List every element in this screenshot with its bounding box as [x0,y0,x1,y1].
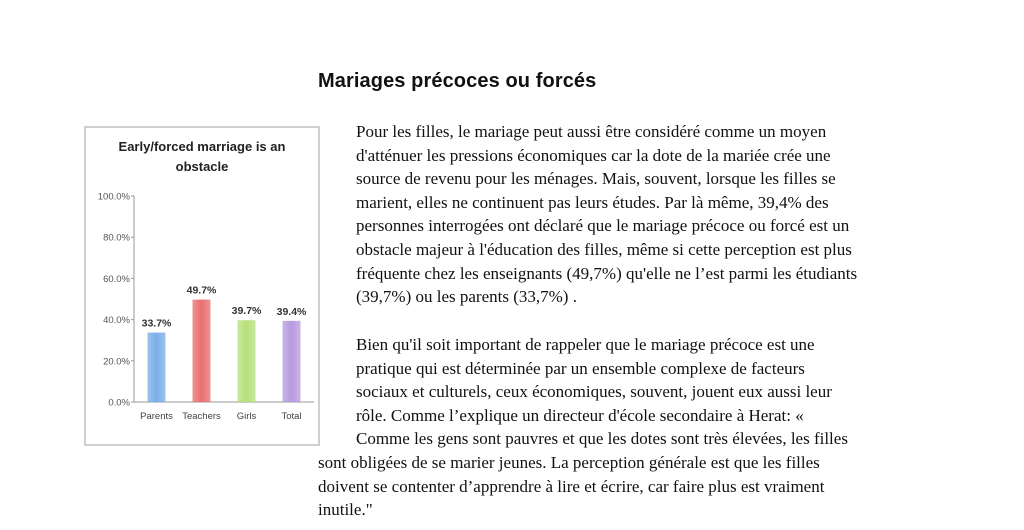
y-tick-label: 80.0% [103,232,130,244]
text-line: sociaux et culturels, ceux économiques, souvent, jouent eux aussi leur [356,382,832,402]
y-tick-label: 20.0% [103,356,130,368]
data-label: 39.4% [276,305,307,318]
y-tick-label: 0.0% [108,397,130,409]
section-heading: Mariages précoces ou forcés [318,70,597,92]
bar [238,320,256,402]
text-line: personnes interrogées ont déclaré que le mariage précoce ou forcé est un [356,216,850,236]
data-label: 49.7% [186,284,217,297]
text-line: sont obligées de se marier jeunes. La perception générale est que les filles [318,453,820,472]
text-line: marient, elles ne continuent pas leurs études. Par là même, 39,4% des [356,192,829,212]
x-tick-label: Total [281,411,302,422]
text-line: Comme les gens sont pauvres et que les dotes sont très élevées, les filles [356,429,848,449]
x-tick-label: Teachers [182,411,221,422]
text-line: rôle. Comme l’explique un directeur d'école secondaire à Herat: « [356,405,804,425]
data-label: 33.7% [141,317,172,330]
paragraph-2-indented [356,333,976,451]
x-tick-label: Girls [236,411,257,422]
text-line: pratique qui est déterminée par un ensemble complexe de facteurs [356,358,805,378]
y-tick-label: 100.0% [97,191,130,203]
text-line: Bien qu'il soit important de rappeler que le mariage précoce est une [356,335,815,354]
chart-title-line: Early/forced marriage is an [118,139,286,154]
text-line: obstacle majeur à l'éducation des filles, même si cette perception est plus [356,239,852,259]
text-line: (39,7%) ou les parents (33,7%) . [356,287,577,307]
bar-chart [84,126,320,446]
bar [283,321,301,402]
x-tick-label: Parents [140,411,173,422]
text-line: inutile." [318,500,373,520]
bar [193,300,211,402]
paragraph-2-full-width [318,451,978,522]
chart-svg [86,128,318,444]
y-tick-label: 40.0% [103,315,130,327]
y-tick-label: 60.0% [103,273,130,285]
bar [148,333,166,402]
text-line: d'atténuer les pressions économiques car la dote de la mariée crée une [356,145,831,165]
text-line: doivent se contenter d’apprendre à lire et écrire, car faire plus est vraiment [318,476,825,496]
text-line: fréquente chez les enseignants (49,7%) qu'elle ne l’est parmi les étudiants [356,263,858,283]
text-line: source de revenu pour les ménages. Mais, souvent, lorsque les filles se [356,169,836,189]
text-line: Pour les filles, le mariage peut aussi être considéré comme un moyen [356,122,827,141]
chart-title-line: obstacle [175,159,229,174]
data-label: 39.7% [231,305,262,318]
paragraph-1 [356,120,976,309]
